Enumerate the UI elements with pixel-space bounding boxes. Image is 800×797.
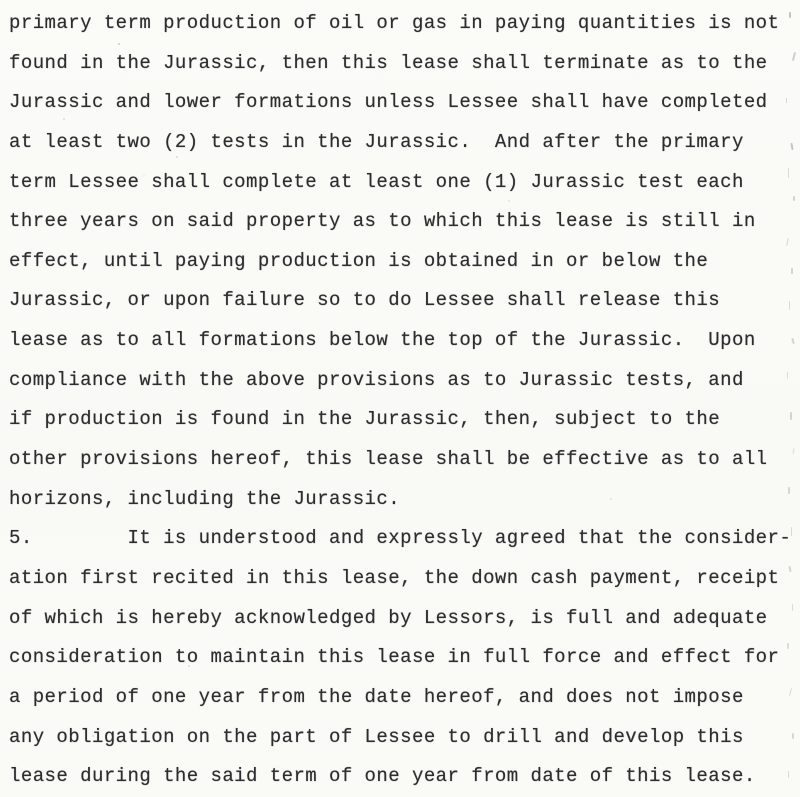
text-line: horizons, including the Jurassic. xyxy=(9,487,401,510)
text-line: three years on said property as to which this lease is still in xyxy=(9,210,756,233)
text-line: term Lessee shall complete at least one (1) Jurassic test each xyxy=(9,170,744,193)
text-line: 5. It is understood and expressly agreed that the consider- xyxy=(9,527,792,550)
text-line: Jurassic, or upon failure so to do Lessee shall release this xyxy=(9,289,721,312)
text-line: if production is found in the Jurassic, then, subject to the xyxy=(9,408,721,431)
text-line: lease as to all formations below the top of the Jurassic. Upon xyxy=(9,329,756,352)
text-line: lease during the said term of one year from date of this lease. xyxy=(9,765,756,788)
text-line: other provisions hereof, this lease shall be effective as to all xyxy=(9,448,768,471)
text-line: found in the Jurassic, then this lease shall terminate as to the xyxy=(9,51,768,74)
text-line: a period of one year from the date hereof, and does not impose xyxy=(9,685,744,708)
text-line: compliance with the above provisions as to Jurassic tests, and xyxy=(9,368,744,391)
text-line: primary term production of oil or gas in paying quantities is not xyxy=(9,12,780,34)
text-line: consideration to maintain this lease in full force and effect for xyxy=(9,646,780,669)
lease-text-block xyxy=(9,4,800,797)
text-line: any obligation on the part of Lessee to drill and develop this xyxy=(9,725,744,748)
text-line: ation first recited in this lease, the down cash payment, receipt xyxy=(9,566,780,589)
text-line: of which is hereby acknowledged by Lessors, is full and adequate xyxy=(9,606,768,629)
text-line: Jurassic and lower formations unless Lessee shall have completed xyxy=(9,91,768,114)
text-line: at least two (2) tests in the Jurassic. And after the primary xyxy=(9,130,744,153)
text-line: effect, until paying production is obtained in or below the xyxy=(9,249,709,272)
